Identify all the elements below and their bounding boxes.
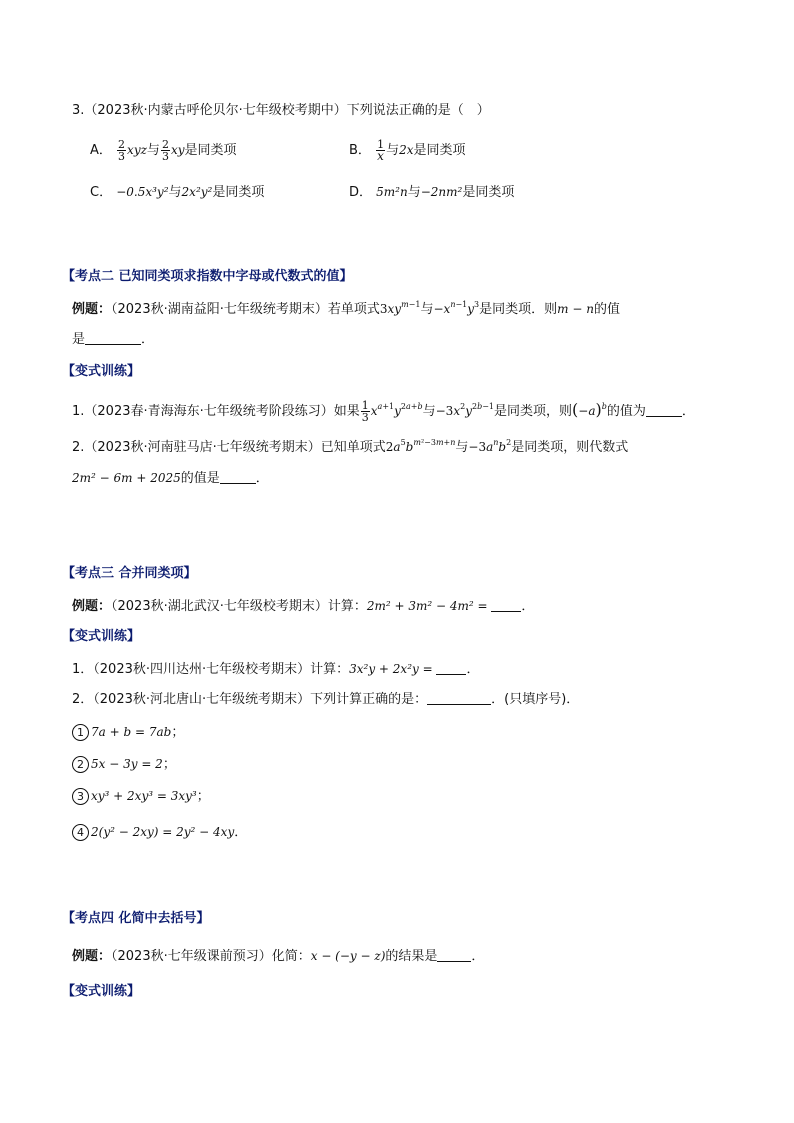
fraction: $\frac{1}{x}$ [377,138,385,163]
expression: 2(y² − 2xy) = 2y² − 4xy [91,825,235,839]
sec3-training-heading: 【变式训练】 [62,629,141,644]
sec2-training-heading: 【变式训练】 [62,364,141,379]
sec3-example: 例题：（2023秋·湖北武汉·七年级校考期末）计算：2m² + 3m² − 4m² = ． [72,599,535,614]
monomial-1: $3xy^{m-1}$ [379,300,421,316]
answer-blank[interactable] [646,402,682,417]
q3-option-d[interactable] [349,182,514,203]
section-2-heading: 【考点二 已知同类项求指数中字母或代数式的值】 [62,269,353,284]
monomial-1: $2a^5b^{m^2-3m+n}$ [385,438,456,454]
sec3-problem-1: 1．（2023秋·四川达州·七年级校考期末）计算：3x²y + 2x²y = ． [72,662,480,677]
sec3-item-2: 2 5x − 3y = 2； [72,754,176,775]
q3-option-b[interactable] [349,136,466,164]
answer-blank[interactable] [437,947,471,962]
example-label: 例题： [72,949,112,964]
sec2-example: 例题：（2023秋·湖南益阳·七年级统考期末）若单项式$3xy^{m-1}$与$-x^{n-1}y^3$是同类项．则m − n的值 [72,300,620,317]
fraction: $\frac{2}{3}$ [161,138,169,163]
sec2-problem-2: 2.（2023秋·河南驻马店·七年级统考期末）已知单项式$2a^5b^{m^2-3m+n}$与$-3a^nb^2$是同类项，则代数式 [72,438,629,455]
sec2-problem-2-line2: 2m² − 6m + 2025的值是 ． [72,471,269,486]
fraction: $\frac{1}{3}$ [361,399,369,424]
circled-number: 1 [72,724,89,741]
monomial-2: $-3a^nb^2$ [468,438,512,454]
answer-blank[interactable] [85,330,141,345]
math-term: −2nm² [420,185,463,199]
answer-blank[interactable] [427,690,491,705]
example-label: 例题： [72,302,112,317]
option-a-label: A． [90,143,112,158]
expr-m-minus-n: m − n [557,302,594,316]
expression: 2m² + 3m² − 4m² = [366,599,492,613]
example-label: 例题： [72,599,112,614]
option-c-label: C． [90,185,113,200]
sec2-example-line2: 是 ． [72,332,155,347]
section-3-heading: 【考点三 合并同类项】 [62,566,197,581]
fraction: $\frac{2}{3}$ [118,138,126,163]
q3-option-a[interactable] [90,136,237,164]
answer-blank[interactable] [220,469,256,484]
sec4-training-heading: 【变式训练】 [62,984,141,999]
math-term: 5m²n [376,185,408,199]
answer-blank[interactable] [436,660,466,675]
math-term: 2x²y² [181,185,213,199]
option-text: 是同类项 [212,185,265,200]
circled-number: 4 [72,824,89,841]
sec3-item-1: 1 7a + b = 7ab； [72,722,184,743]
math-term: 2x [399,143,414,157]
option-b-label: B． [349,143,371,158]
option-text: 是同类项 [413,143,466,158]
option-text: 是同类项 [462,185,515,200]
connector-text: 与 [407,185,421,200]
connector-text: 与 [386,143,400,158]
sec3-item-4: 4 2(y² − 2xy) = 2y² − 4xy． [72,822,247,843]
expression: xy³ + 2xy³ = 3xy³ [91,789,197,803]
monomial-1: $x^{a+1}y^{2a+b}$ [370,402,423,418]
math-term: xy [170,143,185,157]
connector-text: 与 [146,143,160,158]
circled-number: 2 [72,756,89,773]
math-term: −0.5x³y² [116,185,169,199]
answer-blank[interactable] [491,597,521,612]
expression: 7a + b = 7ab [91,725,172,739]
sec3-item-3: 3 xy³ + 2xy³ = 3xy³； [72,786,210,807]
expression: 3x²y + 2x²y = [349,662,437,676]
section-4-heading: 【考点四 化简中去括号】 [62,911,210,926]
expression: 2m² − 6m + 2025 [72,471,181,485]
connector-text: 与 [168,185,182,200]
circled-number: 3 [72,788,89,805]
expr-neg-a-pow-b: $(-a)^b$ [572,400,607,419]
option-text: 是同类项 [184,143,237,158]
expression: x − (−y − z) [310,949,386,963]
monomial-2: $-x^{n-1}y^3$ [433,300,480,316]
sec3-problem-2: 2．（2023秋·河北唐山·七年级统考期末）下列计算正确的是： ．(只填序号)． [72,692,580,707]
math-term: xyz [127,143,147,157]
sec4-example: 例题：（2023秋·七年级课前预习）化简：x − (−y − z)的结果是 ． [72,949,485,964]
option-d-label: D． [349,185,373,200]
monomial-2: $-3x^2y^{2b-1}$ [435,402,494,418]
sec2-problem-1: 1.（2023春·青海海东·七年级统考阶段练习）如果 $\frac{1}{3}$ $x^{a+1}y^{2a+b}$与$-3x^2y^{2b-1}$是同类项，则$(-a)^b$的值为 ． [72,399,695,424]
q3-option-c[interactable] [90,182,264,203]
q3-stem: 3.（2023秋·内蒙古呼伦贝尔·七年级校考期中）下列说法正确的是（ ） [72,103,490,118]
expression: 5x − 3y = 2 [91,757,163,771]
